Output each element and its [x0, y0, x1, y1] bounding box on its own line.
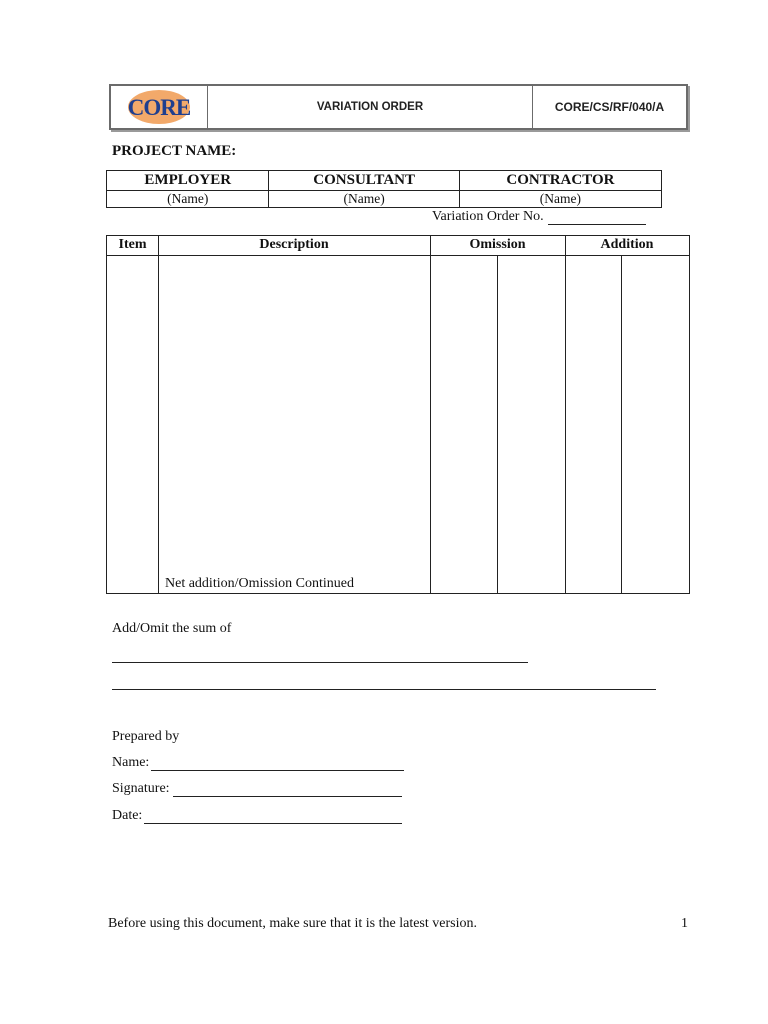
footer-note: Before using this document, make sure that it is the latest version. — [108, 916, 477, 931]
logo-cell — [111, 86, 208, 128]
addition-header: Addition — [600, 237, 654, 252]
name-blank[interactable] — [151, 756, 404, 771]
signature-blank[interactable] — [173, 782, 402, 797]
date-label: Date: — [112, 808, 143, 823]
variation-order-label: Variation Order No. — [432, 209, 544, 224]
variation-order-blank[interactable] — [548, 212, 646, 225]
name-label: Name: — [112, 755, 150, 770]
description-header: Description — [259, 237, 329, 252]
document-code: CORE/CS/RF/040/A — [554, 100, 665, 114]
date-blank[interactable] — [144, 809, 402, 824]
contractor-header: CONTRACTOR — [459, 171, 661, 191]
core-logo — [126, 88, 192, 126]
column-divider — [497, 255, 498, 593]
employer-name: (Name) — [107, 191, 269, 208]
column-divider — [621, 255, 622, 593]
column-divider — [565, 236, 566, 593]
omission-header: Omission — [469, 237, 526, 252]
variation-items-table — [106, 235, 690, 594]
consultant-name: (Name) — [269, 191, 459, 208]
column-divider — [430, 236, 431, 593]
consultant-header: CONSULTANT — [269, 171, 459, 191]
sum-line-1[interactable] — [112, 662, 528, 663]
signature-label: Signature: — [112, 781, 170, 796]
form-title: VARIATION ORDER — [208, 86, 533, 128]
logo-text: CORE — [127, 95, 191, 120]
table-header-divider — [107, 255, 689, 256]
add-omit-label: Add/Omit the sum of — [112, 621, 232, 636]
variation-order-number — [432, 209, 646, 225]
net-addition-text: Net addition/Omission Continued — [165, 576, 354, 591]
name-field — [112, 755, 404, 771]
contractor-name: (Name) — [459, 191, 661, 208]
column-divider — [158, 236, 159, 593]
project-name-label: PROJECT NAME: — [112, 143, 237, 159]
document-header — [109, 84, 688, 130]
signature-field — [112, 781, 402, 797]
date-field — [112, 808, 402, 824]
employer-header: EMPLOYER — [107, 171, 269, 191]
page-number: 1 — [681, 916, 688, 931]
sum-line-2[interactable] — [112, 689, 656, 690]
item-header: Item — [118, 237, 147, 252]
parties-table — [106, 170, 662, 208]
prepared-by-label: Prepared by — [112, 729, 180, 744]
